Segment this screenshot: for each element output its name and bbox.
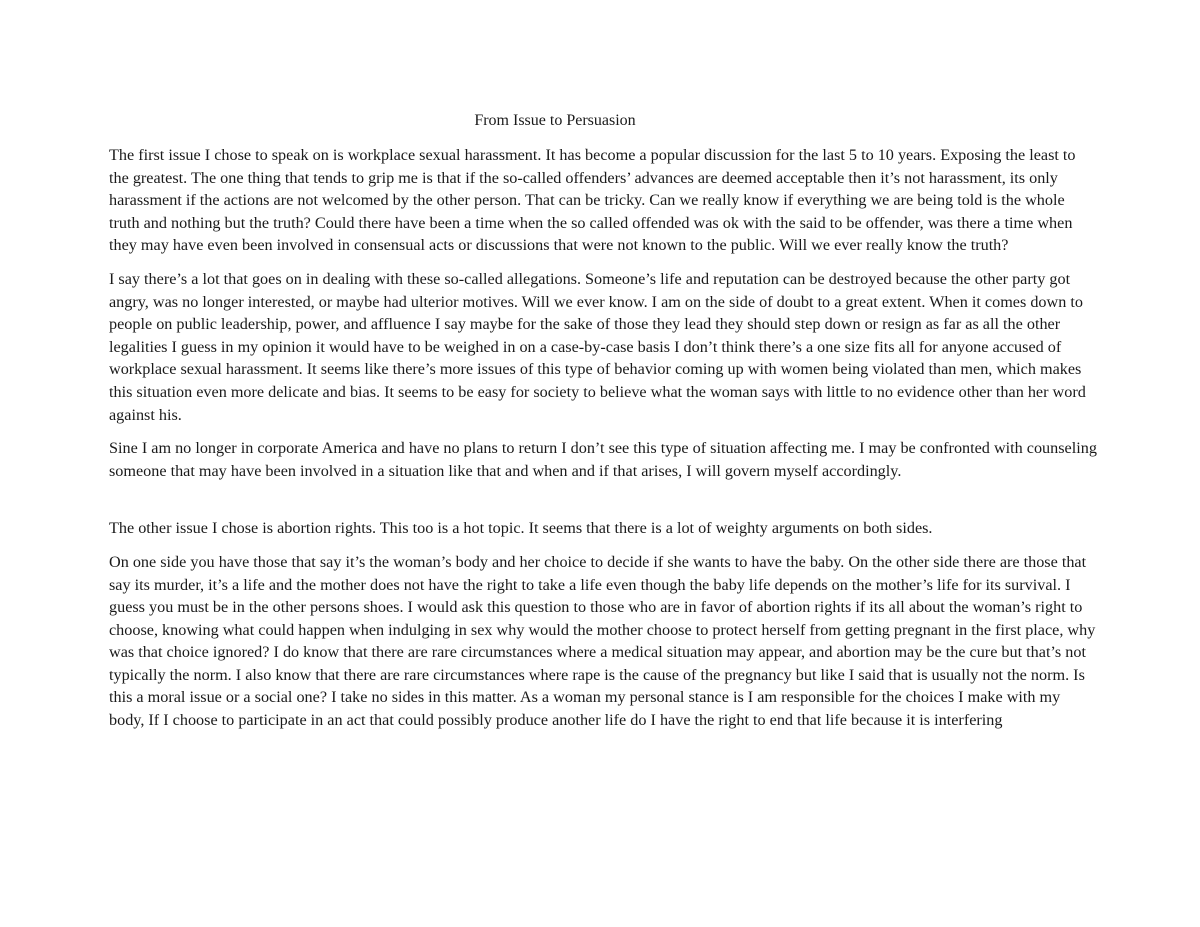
- paragraph-abortion-intro: The other issue I chose is abortion rights. This too is a hot topic. It seems that there is a lot of weighty arguments on both sides.: [109, 519, 933, 538]
- paragraph-workplace-harassment-personal: Sine I am no longer in corporate America and have no plans to return I don’t see this type of situation affecting me. I may be confronted with counseling someone that may have been involved in a situation like that and when and if that arises, I will govern myself accordingly.: [109, 439, 1097, 480]
- paragraph-abortion-discussion: On one side you have those that say it’s the woman’s body and her choice to decide if she wants to have the baby. On the other side there are those that say its murder, it’s a life and the mother does not have the right to take a life even though the baby life depends on the mother’s life for its survival. I guess you must be in the other persons shoes. I would ask this question to those who are in favor of abortion rights if its all about the woman’s right to choose, knowing what could happen when indulging in sex why would the mother choose to protect herself from getting pregnant in the first place, why was that choice ignored? I do know that there are rare circumstances where a medical situation may appear, and abortion may be the cure but that’s not typically the norm. I also know that there are rare circumstances where rape is the cause of the pregnancy but like I said that is usually not the norm. Is this a moral issue or a social one? I take no sides in this matter. As a woman my personal stance is I am responsible for the choices I make with my body, If I choose to participate in an act that could possibly produce another life do I have the right to end that life because it is interfering: [109, 552, 1096, 730]
- paragraph-workplace-harassment-intro: The first issue I chose to speak on is workplace sexual harassment. It has become a popular discussion for the last 5 to 10 years. Exposing the least to the greatest. The one thing that tends to grip me is that if the so-called offenders’ advances are deemed acceptable then it’s not harassment, its only harassment if the actions are not welcomed by the other person. That can be tricky. Can we really know if everything we are being told is the whole truth and nothing but the truth? Could there have been a time when the so called offended was ok with the said to be offender, was there a time when they may have even been involved in consensual acts or discussions that were not known to the public. Will we ever really know the truth?: [109, 146, 1076, 255]
- document-body: [109, 144, 1099, 743]
- document-title: From Issue to Persuasion: [474, 112, 636, 129]
- paragraph-workplace-harassment-allegations: I say there’s a lot that goes on in dealing with these so-called allegations. Someone’s life and reputation can be destroyed because the other party got angry, was no longer interested, or maybe had ulterior motives. Will we ever know. I am on the side of doubt to a great extent. When it comes down to people on public leadership, power, and affluence I say maybe for the sake of those they lead they should step down or resign as far as all the other legalities I guess in my opinion it would have to be weighed in on a case-by-case basis I don’t think there’s a one size fits all for anyone accused of workplace sexual harassment. It seems like there’s more issues of this type of behavior coming up with women being violated than men, which makes this situation even more delicate and bias. It seems to be easy for society to believe what the woman says with little to no evidence other than her word against his.: [109, 269, 1086, 424]
